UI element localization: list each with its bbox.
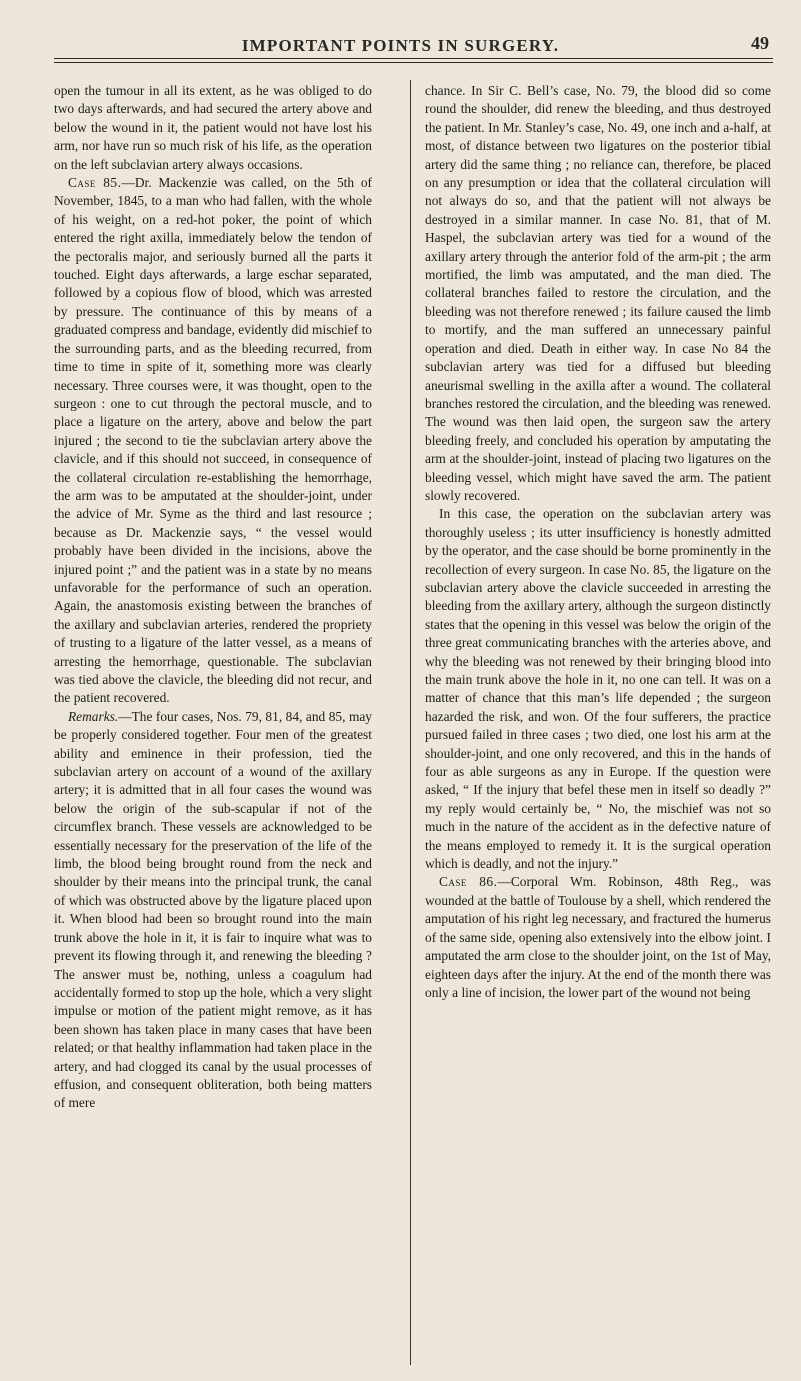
case-85-paragraph [54,174,372,708]
case-label: Case 86. [439,874,498,890]
remarks-label: Remarks. [68,708,119,724]
header-rule-thin [54,62,773,63]
header-rule [54,58,773,59]
paragraph-text: —Dr. Mackenzie was called, on the 5th of November, 1845, to a man who had fallen, with the whole of his weight, on a red-hot poker, the point of which entered the right axilla, immediately below the tendon of the pectoralis major, and seriously burned all the parts it touched. Eight days afterwards, a large eschar separated, followed by a copious flow of blood, which was arrested by pressure. The continuance of this by means of a graduated compress and bandage, evidently did mischief to the surrounding parts, and as the bleeding recurred, from time to time in spite of it, something more was clearly necessary. Three courses were, it was thought, open to the surgeon : one to cut through the pectoral muscle, and to place a ligature on the artery, above and below the part injured ; the second to tie the subclavian artery above the clavicle, and if this should not succeed, in consequence of the collateral circulation re-establishing the hemorrhage, the arm was to be amputated at the shoulder-joint, under the advice of Mr. Syme as the third and last resource ; because as Dr. Mackenzie says, “ the vessel would probably have been divided in the incisions, above the injured point ;” and the patient was in a state by no means unfavorable for the performance of such an operation. Again, the anastomosis existing between the branches of the axillary and subclavian arteries, rendered the propriety of trusting to a ligature of the latter vessel, as a means of arresting the hemorrhage, questionable. The subclavian was tied above the clavicle, the bleeding did not recur, and the patient recovered. [54,175,372,706]
case-label: Case 85. [68,175,122,191]
paragraph-text: —The four cases, Nos. 79, 81, 84, and 85, may be properly considered together. Four men of the greatest ability and eminence in their profession, tied the subclavian artery on account of a wound of the axillary artery; it is admitted that in all four cases the wound was below the origin of the sub-scapular if not of the circumflex branch. These vessels are acknowledged to be essentially necessary for the preservation of the life of the limb, the blood being brought round from the neck and shoulder by their means into the principal trunk, the canal of which was obstructed above by the ligature placed upon it. When blood had been so brought round into the main trunk above the hole in it, it is fair to inquire what was to prevent its flowing through it, and renewing the bleeding ? The answer must be, nothing, unless a coagulum had accidentally formed to stop up the hole, which a very slight impulse or motion of the patient might remove, as it has been shown has taken place in many cases that have been related; or that healthy inflammation had taken place in the artery, and had clogged its canal by the usual processes of effusion, and consequent obliteration, both being matters of mere [54,708,372,1111]
running-head [0,2,801,62]
page-number: 49 [751,33,769,53]
column-divider [410,80,411,1365]
right-column [425,82,771,1002]
running-title: IMPORTANT POINTS IN SURGERY. [241,36,560,55]
paragraph: chance. In Sir C. Bell’s case, No. 79, the blood did so come round the shoulder, did renew the bleeding, and thus destroyed the patient. In Mr. Stanley’s case, No. 49, one inch and a-half, at most, of distance between two ligatures on the posterior tibial artery did the same thing ; no reliance can, therefore, be placed on any presumption or idea that the collateral circulation will not always do so, and that the patient will not always be destroyed in a similar manner. In case No. 81, that of M. Haspel, the subclavian artery was tied for a wound of the axillary artery through the anterior fold of the arm-pit ; the arm mortified, the limb was amputated, and the man died. The collateral branches failed to restore the circulation, and the bleeding was not therefore renewed ; its failure caused the limb to mortify, and the man suffered an unnecessary painful operation and died. Death in either way. In case No 84 the subclavian artery was tied for a diffused but bleeding aneurismal swelling in the axilla after a wound. The collateral branches restored the circulation, and the bleeding was renewed. The wound was then laid open, the surgeon saw the artery bleeding freely, and concluded his operation by amputating the arm at the shoulder-joint, instead of placing two ligatures on the bleeding vessel, which might have saved the arm. The patient slowly recovered. [425,83,771,503]
case-86-paragraph [425,873,771,1002]
paragraph: In this case, the operation on the subclavian artery was thoroughly useless ; its utter insufficiency is honestly admitted by the operator, and the case should be borne prominently in the recollection of every surgeon. In case No. 85, the ligature on the subclavian artery above the clavicle succeeded in arresting the bleeding from the axillary artery, although the surgeon distinctly states that the opening in this vessel was below the origin of the three great communicating branches with the arteries above, and why the bleeding was not renewed by their bringing blood into the main trunk above the hole in it, no one can tell. It was on a matter of chance that this man’s life depended ; the surgeon hazarded the risk, and won. Of the four sufferers, the practice pursued failed in three cases ; two died, one lost his arm at the shoulder-joint, and one only recovered, and this in the hands of four as able surgeons as any in Europe. If the question were asked, “ If the injury that befel these men in itself so deadly ?” my reply would certainly be, “ No, the mischief was not so much in the nature of the accident as in the defective nature of the means employed to remedy it. It is the surgical operation which is deadly, and not the injury.” [425,506,771,872]
left-column [54,82,372,1113]
paragraph: open the tumour in all its extent, as he was obliged to do two days afterwards, and had secured the artery above and below the wound in it, the patient would not have lost his arm, nor have run so much risk of his life, as the operation on the left subclavian artery always occasions. [54,83,372,172]
remarks-paragraph [54,708,372,1113]
paragraph-text: —Corporal Wm. Robinson, 48th Reg., was wounded at the battle of Toulouse by a shell, which rendered the amputation of his right leg necessary, and fractured the humerus of the same side, opening also extensively into the elbow joint. I amputated the arm close to the shoulder joint, on the 1st of May, eighteen days after the injury. At the end of the month there was only a line of incision, the lower part of the wound not being [425,874,771,1000]
